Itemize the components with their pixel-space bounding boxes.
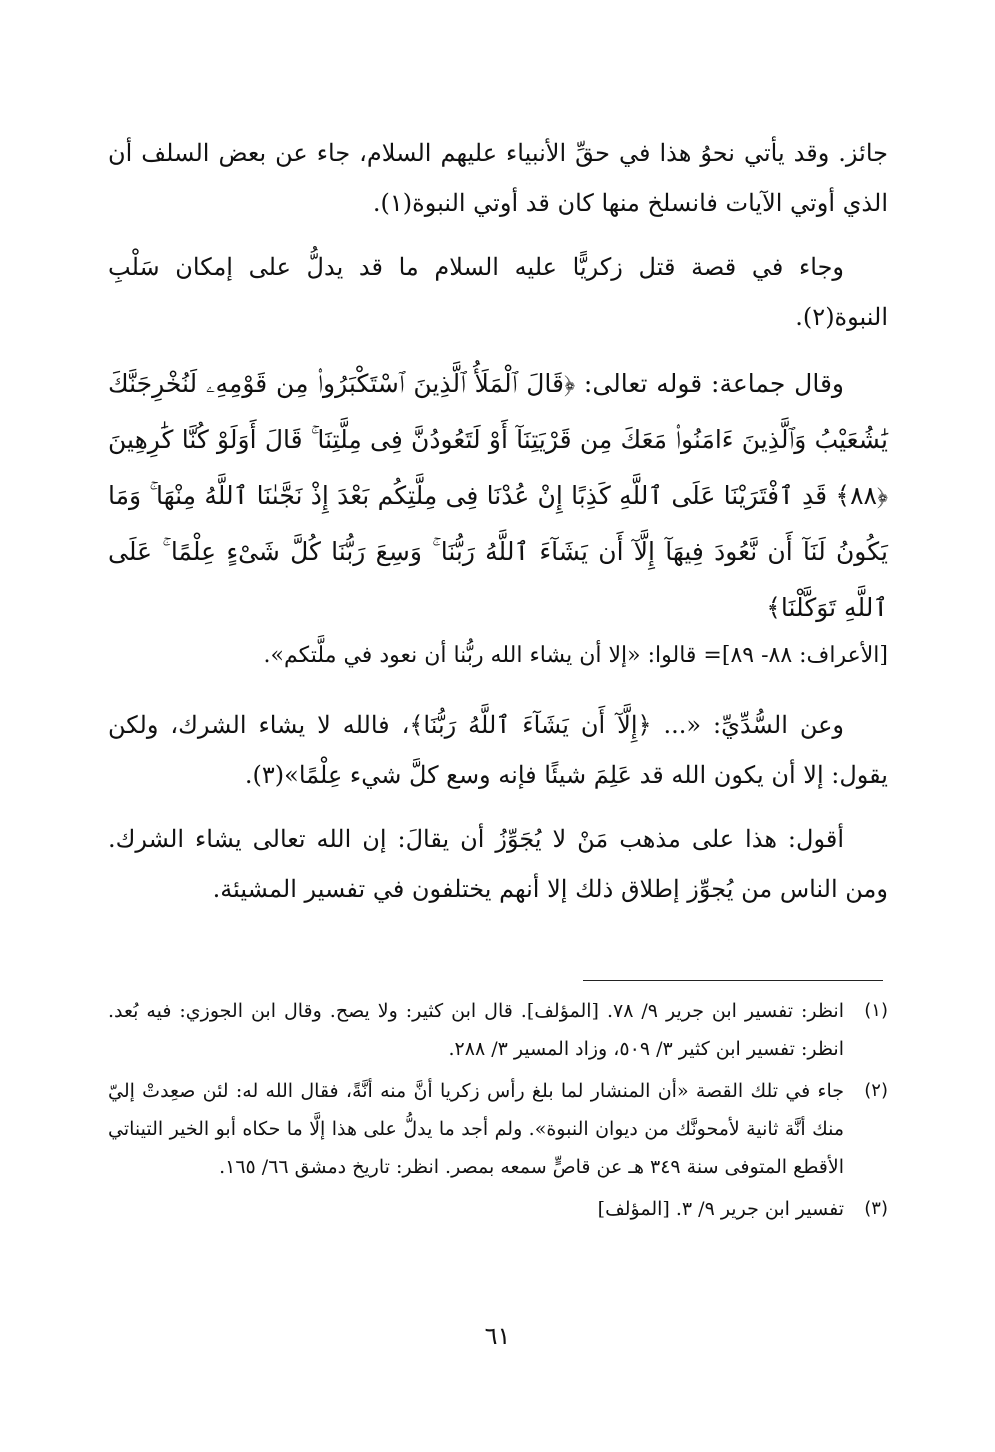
paragraph-2: وجاء في قصة قتل زكريًّا عليه السلام ما قد يدلُّ على إمكان سَلْبِ النبوة(٢). [108, 253, 888, 331]
footnote-number: (٣) [864, 1198, 888, 1219]
verse-reference: [الأعراف: ٨٨- ٨٩]= قالوا: «إلا أن يشاء الله ربُّنا أن نعود في ملَّتكم». [263, 643, 888, 668]
footnote-2 [108, 1072, 888, 1186]
footnote-1 [108, 992, 888, 1068]
footnote-text: انظر: تفسير ابن جرير ٩/ ٧٨. [المؤلف]. قال ابن كثير: ولا يصح. وقال ابن الجوزي: فيه بُعد. انظر: تفسير ابن كثير ٣/ ٥٠٩، وزاد المسير ٣/ ٢٨٨. [108, 1000, 844, 1060]
footnote-3 [108, 1190, 888, 1228]
quran-verse-paragraph: وقال جماعة: قوله تعالى: ﴿قَالَ ٱلْمَلَأُ ٱلَّذِينَ ٱسْتَكْبَرُوا۟ مِن قَوْمِهِۦ لَنُخْرِجَنَّكَ يَٰشُعَيْبُ وَٱلَّذِينَ ءَامَنُوا۟ مَعَكَ مِن قَرْيَتِنَآ أَوْ لَتَعُودُنَّ فِى مِلَّتِنَا ۚ قَالَ أَوَلَوْ كُنَّا كَٰرِهِينَ ﴿٨٨﴾ قَدِ ٱفْتَرَيْنَا عَلَى ٱللَّهِ كَذِبًا إِنْ عُدْنَا فِى مِلَّتِكُم بَعْدَ إِذْ نَجَّىٰنَا ٱللَّهُ مِنْهَا ۚ وَمَا يَكُونُ لَنَآ أَن نَّعُودَ فِيهَآ إِلَّآ أَن يَشَآءَ ٱللَّهُ رَبُّنَا ۚ وَسِعَ رَبُّنَا كُلَّ شَىْءٍ عِلْمًا ۚ عَلَى ٱللَّهِ تَوَكَّلْنَا﴾ [108, 369, 888, 622]
footnotes [108, 992, 888, 1232]
footnote-divider [583, 980, 883, 981]
paragraph-5: أقول: هذا على مذهب مَنْ لا يُجَوِّزُ أن يقالَ: إن الله تعالى يشاء الشرك. ومن الناس من يُجوِّز إطلاق ذلك إلا أنهم يختلفون في تفسير المشيئة. [108, 825, 888, 903]
paragraph-4: وعن السُّدِّيِّ: «... ﴿إِلَّآ أَن يَشَآءَ ٱللَّهُ رَبُّنَا﴾، فالله لا يشاء الشرك، ولكن يقول: إلا أن يكون الله قد عَلِمَ شيئًا فإنه وسع كلَّ شيء عِلْمًا»(٣). [108, 711, 888, 789]
page-number: ٦١ [484, 1322, 511, 1350]
footnote-number: (١) [864, 1000, 888, 1021]
footnote-number: (٢) [864, 1080, 888, 1101]
footnote-text: تفسير ابن جرير ٩/ ٣. [المؤلف] [597, 1198, 844, 1220]
paragraph-1: جائز. وقد يأتي نحوُ هذا في حقِّ الأنبياء عليهم السلام، جاء عن بعض السلف أن الذي أوتي الآيات فانسلخ منها كان قد أوتي النبوة(١). [108, 139, 888, 217]
main-text [108, 128, 888, 928]
footnote-text: جاء في تلك القصة «أن المنشار لما بلغ رأس زكريا أنَّ منه أنَّةً، فقال الله له: لئن صعِدتْ إليّ منك أنَّة ثانية لأمحونَّك من ديوان النبوة». ولم أجد ما يدلُّ على هذا إلَّا ما حكاه أبو الخير التيناتي الأقطع المتوفى سنة ٣٤٩ هـ عن قاصٍّ سمعه بمصر. انظر: تاريخ دمشق ٦٦/ ١٦٥. [108, 1080, 844, 1178]
